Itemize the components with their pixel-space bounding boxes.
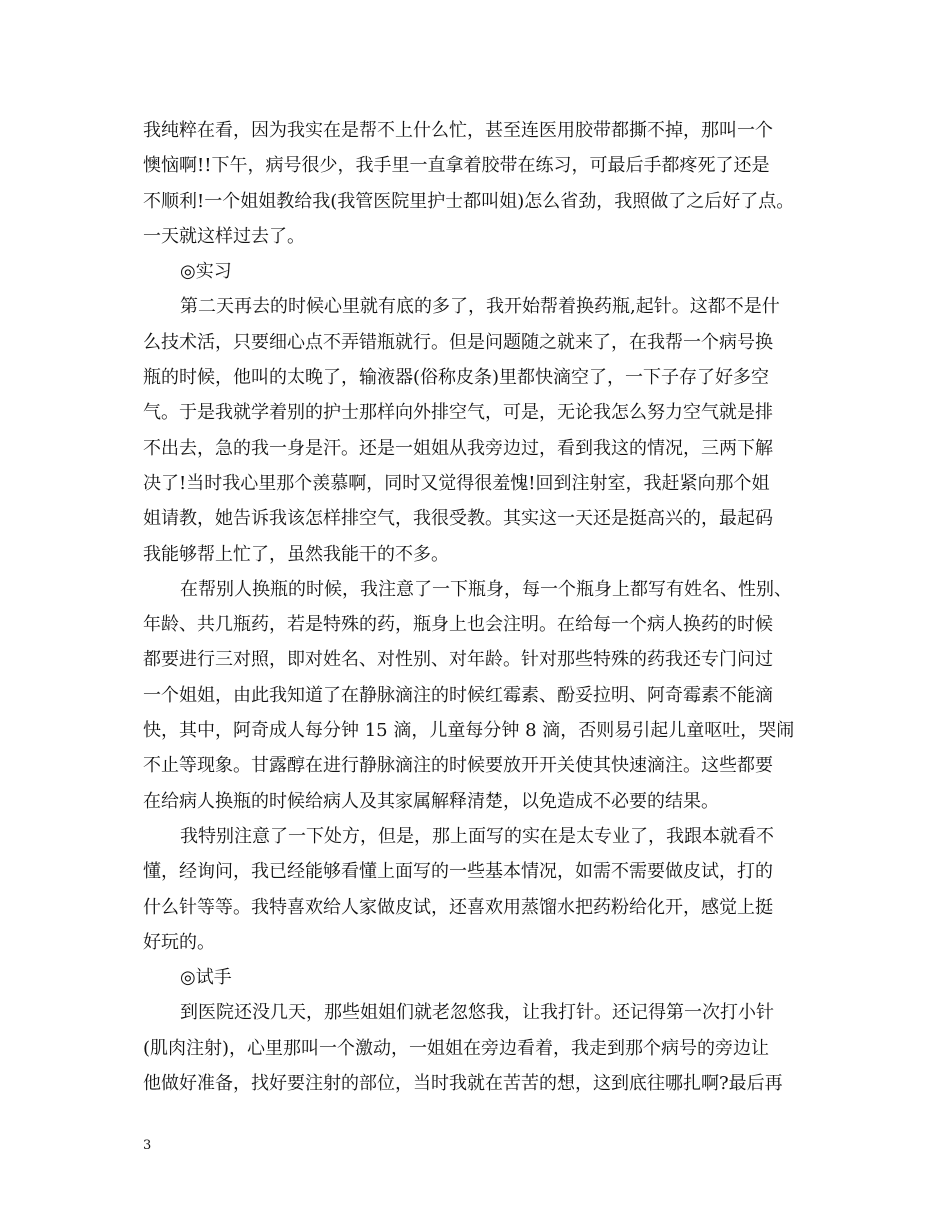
text-line: 在帮别人换瓶的时候，我注意了一下瓶身，每一个瓶身上都写有姓名、性别、 <box>180 578 792 600</box>
text-line: 年龄、共几瓶药，若是特殊的药，瓶身上也会注明。在给每一个病人换药的时候 <box>143 614 773 636</box>
text-line: 姐请教，她告诉我该怎样排空气，我很受教。其实这一天还是挺高兴的，最起码 <box>143 508 773 530</box>
text-line: 我纯粹在看，因为我实在是帮不上什么忙，甚至连医用胶带都撕不掉，那叫一个 <box>143 120 773 141</box>
text-line: 么技术活，只要细心点不弄错瓶就行。但是问题随之就来了，在我帮一个病号换 <box>143 331 773 353</box>
text-line: 到医院还没几天，那些姐姐们就老忽悠我，让我打针。还记得第一次打小针 <box>180 1002 774 1024</box>
text-line: 什么针等等。我特喜欢给人家做皮试，还喜欢用蒸馏水把药粉给化开，感觉上挺 <box>143 896 773 918</box>
text-line: 快，其中，阿奇成人每分钟 15 滴，儿童每分钟 8 滴，否则易引起儿童呕吐，哭闹 <box>143 720 795 742</box>
text-line: 瓶的时候，他叫的太晚了，输液器(俗称皮条)里都快滴空了，一下子存了好多空 <box>143 367 770 389</box>
text-line: 决了!当时我心里那个羡慕啊，同时又觉得很羞愧!回到注射室，我赶紧向那个姐 <box>143 472 770 494</box>
text-line: ◎试手 <box>180 967 232 989</box>
text-line: 他做好准备，找好要注射的部位，当时我就在苦苦的想，这到底往哪扎啊?最后再 <box>143 1073 783 1095</box>
text-line: 一天就这样过去了。 <box>143 225 305 247</box>
text-line: 好玩的。 <box>143 931 215 953</box>
document-body <box>143 113 808 1101</box>
text-line: 第二天再去的时候心里就有底的多了，我开始帮着换药瓶,起针。这都不是什 <box>180 296 780 318</box>
text-line: 懊恼啊!!下午，病号很少，我手里一直拿着胶带在练习，可最后手都疼死了还是 <box>143 155 770 177</box>
text-line: 不顺利!一个姐姐教给我(我管医院里护士都叫姐)怎么省劲，我照做了之后好了点。 <box>143 190 795 212</box>
text-line: 不出去，急的我一身是汗。还是一姐姐从我旁边过，看到我这的情况，三两下解 <box>143 437 773 459</box>
text-line: ◎实习 <box>180 261 232 283</box>
page-number: 3 <box>143 1138 152 1153</box>
text-line: (肌肉注射)，心里那叫一个激动，一姐姐在旁边看着，我走到那个病号的旁边让 <box>143 1037 770 1059</box>
text-line: 一个姐姐，由此我知道了在静脉滴注的时候红霉素、酚妥拉明、阿奇霉素不能滴 <box>143 684 773 706</box>
text-line: 在给病人换瓶的时候给病人及其家属解释清楚，以免造成不必要的结果。 <box>143 790 719 812</box>
text-line: 都要进行三对照，即对姓名、对性别、对年龄。针对那些特殊的药我还专门问过 <box>143 649 773 671</box>
text-line: 懂，经询问，我已经能够看懂上面写的一些基本情况，如需不需要做皮试，打的 <box>143 861 773 883</box>
text-line: 气。于是我就学着别的护士那样向外排空气，可是，无论我怎么努力空气就是排 <box>143 402 773 424</box>
text-line: 我特别注意了一下处方，但是，那上面写的实在是太专业了，我跟本就看不 <box>180 825 774 847</box>
text-line: 我能够帮上忙了，虽然我能干的不多。 <box>143 543 449 565</box>
text-line: 不止等现象。甘露醇在进行静脉滴注的时候要放开开关使其快速滴注。这些都要 <box>143 755 773 777</box>
